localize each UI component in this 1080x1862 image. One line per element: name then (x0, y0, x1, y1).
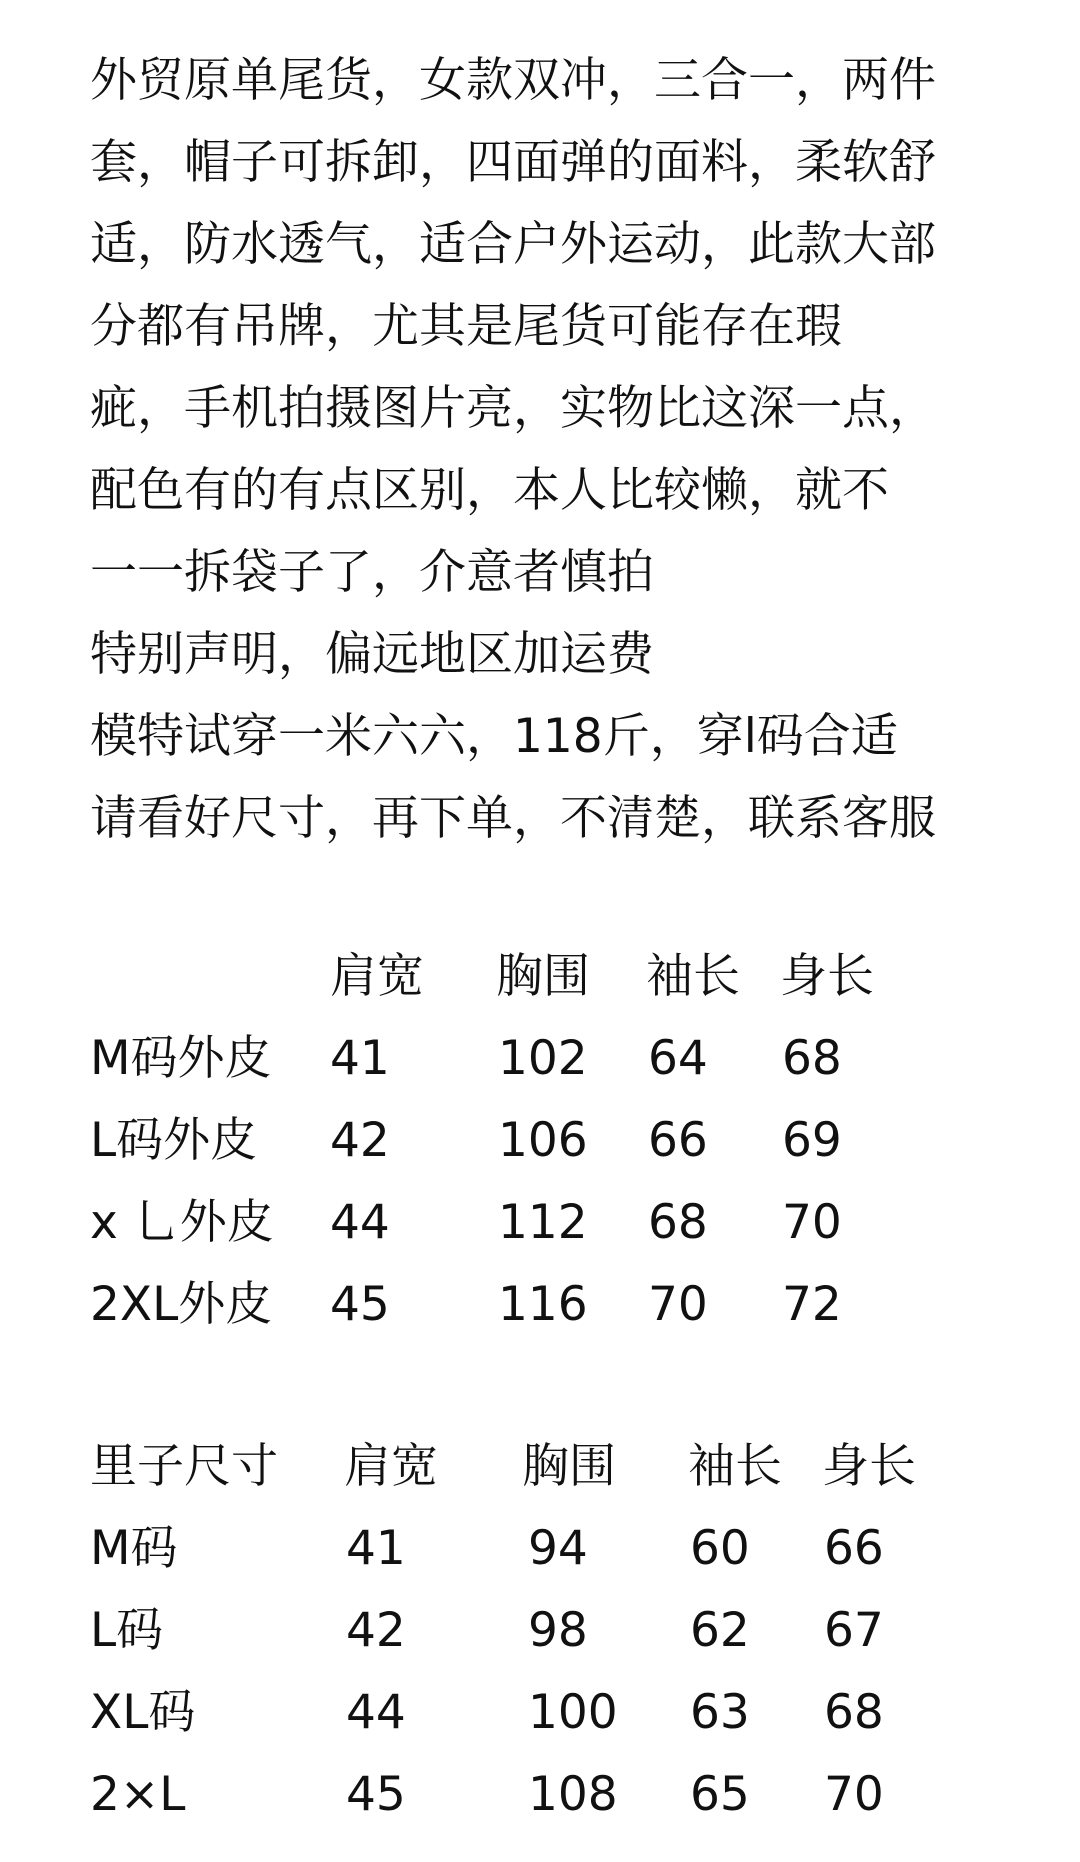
description-line: 一一拆袋子了，介意者慎拍 (90, 545, 654, 600)
table-row (90, 1100, 1010, 1182)
header-cell: 里子尺寸 (90, 1439, 278, 1494)
header-cell: 身长 (780, 949, 874, 1004)
table-cell: 108 (528, 1767, 618, 1822)
table-cell: 65 (690, 1767, 750, 1822)
header-cell: 身长 (822, 1439, 916, 1494)
row-label-cell: L码外皮 (90, 1113, 258, 1168)
table-cell: 64 (648, 1031, 708, 1086)
table-cell: 68 (782, 1031, 842, 1086)
description-line: 配色有的有点区别，本人比较懒，就不 (90, 463, 889, 518)
header-cell: 肩宽 (330, 949, 424, 1004)
row-label-cell: XL码 (90, 1685, 196, 1740)
table-cell: 41 (330, 1031, 390, 1086)
table-row (90, 1672, 1010, 1754)
table-cell: 41 (346, 1521, 406, 1576)
table-row (90, 1590, 1010, 1672)
description-line: 疵，手机拍摄图片亮，实物比这深一点， (90, 381, 936, 436)
table-cell: 116 (498, 1277, 588, 1332)
table-cell: 72 (782, 1277, 842, 1332)
description-line: 适，防水透气，适合户外运动，此款大部 (90, 217, 936, 272)
table-cell: 69 (782, 1113, 842, 1168)
header-cell: 袖长 (646, 949, 740, 1004)
table-row (90, 1508, 1010, 1590)
table-cell: 70 (782, 1195, 842, 1250)
table-cell: 60 (690, 1521, 750, 1576)
lining-size-table (90, 1426, 1010, 1836)
row-label-cell: 2XL外皮 (90, 1277, 273, 1332)
table-cell: 66 (824, 1521, 884, 1576)
row-label-cell: L码 (90, 1603, 164, 1658)
header-cell: 胸围 (496, 949, 590, 1004)
table-row (90, 1264, 1010, 1346)
table-cell: 94 (528, 1521, 588, 1576)
table-cell: 62 (690, 1603, 750, 1658)
header-cell: 胸围 (522, 1439, 616, 1494)
table-header-row (90, 1426, 1010, 1508)
model-fit-line: 模特试穿一米六六，118斤，穿l码合适 (90, 709, 898, 764)
table-cell: 45 (330, 1277, 390, 1332)
order-advice-line: 请看好尺寸，再下单，不清楚，联系客服 (90, 791, 936, 846)
table-cell: 42 (346, 1603, 406, 1658)
table-header-row (90, 936, 1010, 1018)
table-cell: 100 (528, 1685, 618, 1740)
table-cell: 63 (690, 1685, 750, 1740)
table-cell: 68 (824, 1685, 884, 1740)
description-line: 外贸原单尾货，女款双冲，三合一，两件 (90, 53, 936, 108)
table-cell: 102 (498, 1031, 588, 1086)
outer-shell-size-table (90, 936, 1010, 1346)
table-cell: 67 (824, 1603, 884, 1658)
description-line: 套，帽子可拆卸，四面弹的面料，柔软舒 (90, 135, 936, 190)
table-cell: 44 (346, 1685, 406, 1740)
table-cell: 70 (824, 1767, 884, 1822)
table-row (90, 1754, 1010, 1836)
table-cell: 112 (498, 1195, 588, 1250)
table-row (90, 1182, 1010, 1264)
table-cell: 70 (648, 1277, 708, 1332)
table-row (90, 1018, 1010, 1100)
product-description (90, 40, 1010, 860)
header-cell: 肩宽 (344, 1439, 438, 1494)
table-cell: 106 (498, 1113, 588, 1168)
table-cell: 68 (648, 1195, 708, 1250)
shipping-note-line: 特别声明，偏远地区加运费 (90, 627, 654, 682)
row-label-cell: M码 (90, 1521, 178, 1576)
table-cell: 98 (528, 1603, 588, 1658)
table-cell: 44 (330, 1195, 390, 1250)
table-cell: 45 (346, 1767, 406, 1822)
row-label-cell: x 乚外皮 (90, 1195, 274, 1250)
table-cell: 42 (330, 1113, 390, 1168)
header-cell: 袖长 (688, 1439, 782, 1494)
description-line: 分都有吊牌，尤其是尾货可能存在瑕 (90, 299, 842, 354)
table-cell: 66 (648, 1113, 708, 1168)
row-label-cell: M码外皮 (90, 1031, 272, 1086)
row-label-cell: 2×L (90, 1767, 186, 1822)
